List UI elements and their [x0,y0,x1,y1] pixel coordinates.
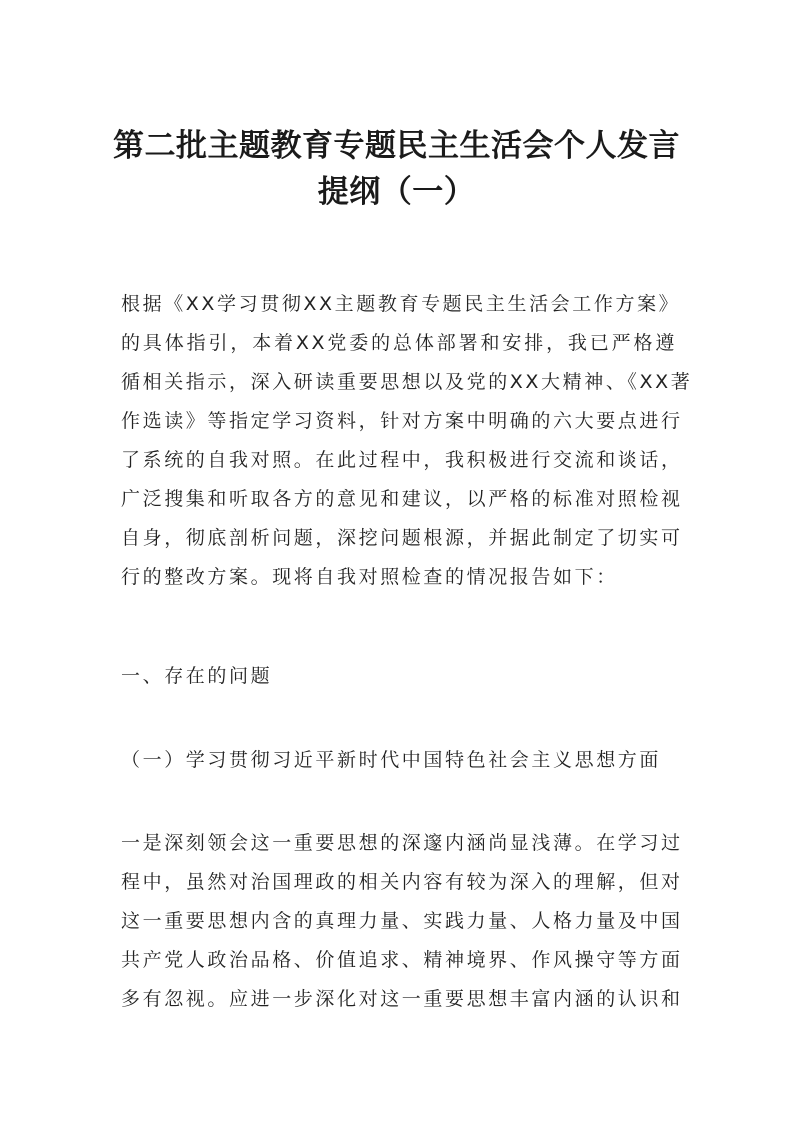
intro-line: 循相关指示，深入研读重要思想以及党的XX大精神、《XX著 [121,371,693,393]
intro-line: 自身，彻底剖析问题，深挖问题根源，并据此制定了切实可 [121,527,683,549]
section-heading: 一、存在的问题 [121,665,273,687]
intro-line: 行的整改方案。现将自我对照检查的情况报告如下： [121,566,618,588]
document-title-line-1: 第二批主题教育专题民主生活会个人发言 [113,128,680,164]
document-title-line-2: 提纲（一） [317,174,476,210]
point-line: 共产党人政治品格、价值追求、精神境界、作风操守等方面 [121,949,683,971]
intro-line: 的具体指引，本着XX党委的总体部署和安排，我已严格遵 [121,332,677,354]
intro-line: 作选读》等指定学习资料，针对方案中明确的六大要点进行 [121,410,683,432]
intro-line: 广泛搜集和听取各方的意见和建议，以严格的标准对照检视 [121,488,683,510]
intro-line: 了系统的自我对照。在此过程中，我积极进行交流和谈话， [121,449,683,471]
subsection-heading: （一）学习贯彻习近平新时代中国特色社会主义思想方面 [121,749,662,771]
intro-line: 根据《XX学习贯彻XX主题教育专题民主生活会工作方案》 [121,293,681,315]
point-line: 程中，虽然对治国理政的相关内容有较为深入的理解，但对 [121,871,683,893]
point-line: 这一重要思想内含的真理力量、实践力量、人格力量及中国 [121,910,683,932]
point-line: 多有忽视。应进一步深化对这一重要思想丰富内涵的认识和 [121,988,683,1010]
point-line: 一是深刻领会这一重要思想的深邃内涵尚显浅薄。在学习过 [121,832,683,854]
